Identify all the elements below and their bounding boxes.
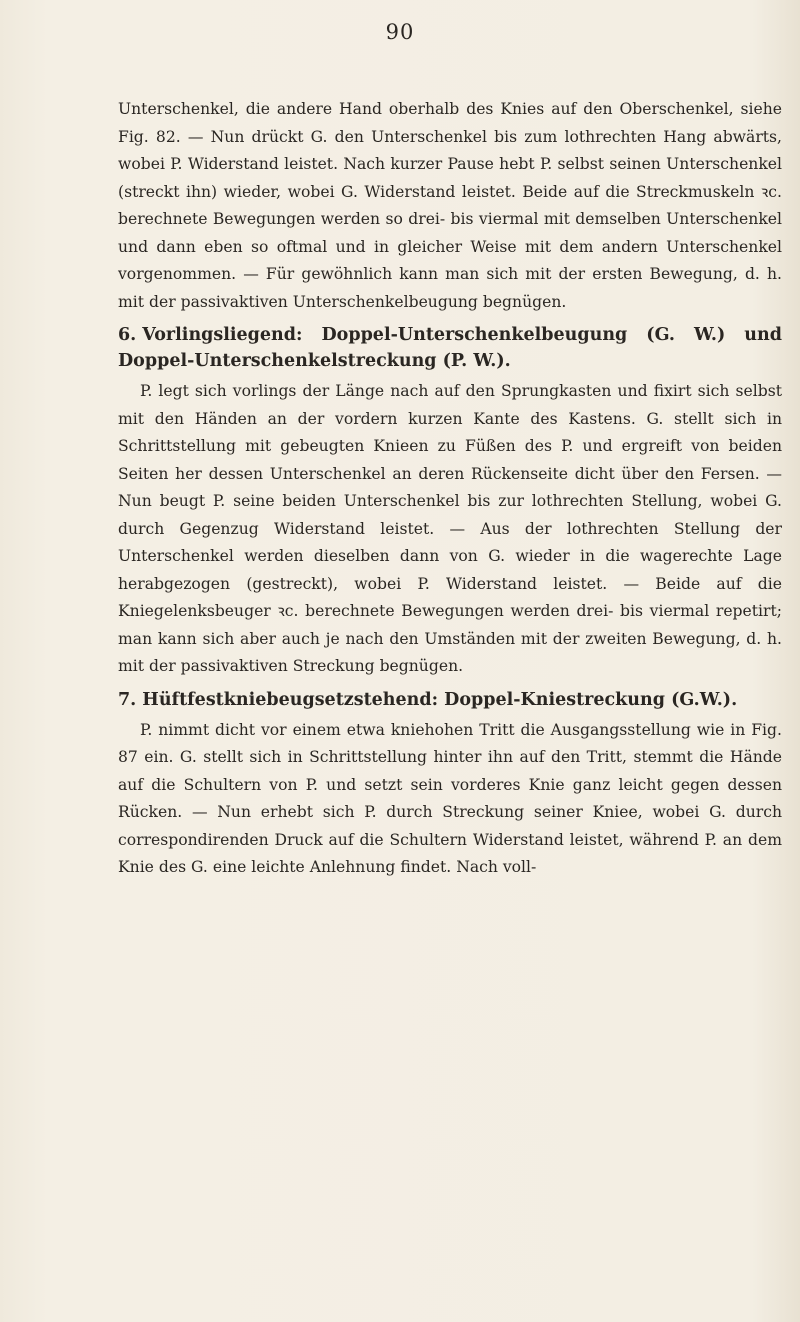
section-7-title: Hüftfestkniebeugsetzstehend: Doppel-Kniestreckung (G.W.).	[142, 689, 738, 710]
section-6-number: 6.	[118, 325, 137, 345]
page-number: 90	[385, 20, 415, 44]
section-7-heading	[118, 687, 782, 713]
section-6-heading	[118, 322, 782, 374]
page-body	[118, 96, 782, 882]
section-7-number: 7.	[118, 689, 137, 710]
section-6-title: Vorlingsliegend: Doppel-Unterschenkelbeugung (G. W.) und Doppel-Unterschenkelstreckung (P. W.).	[118, 325, 782, 371]
section-7-paragraph: P. nimmt dicht vor einem etwa kniehohen Tritt die Ausgangsstellung wie in Fig. 87 ein. G. stellt sich in Schrittstellung hinter ihn auf den Tritt, stemmt die Hände auf die Schultern von P. und setzt sein vorderes Knie ganz leicht gegen dessen Rücken. — Nun erhebt sich P. durch Streckung seiner Kniee, wobei G. durch correspondirenden Druck auf die Schultern Widerstand leistet, während P. an dem Knie des G. eine leichte Anlehnung findet. Nach voll-	[118, 720, 782, 876]
intro-paragraph: Unterschenkel, die andere Hand oberhalb des Knies auf den Oberschenkel, siehe Fig. 82. — Nun drückt G. den Unterschenkel bis zum lothrechten Hang abwärts, wobei P. Widerstand leistet. Nach kurzer Pause hebt P. selbst seinen Unterschenkel (streckt ihn) wieder, wobei G. Widerstand leistet. Beide auf die Streckmuskeln ꝛc. berechnete Bewegungen werden so drei- bis viermal mit demselben Unterschenkel und dann eben so oftmal und in gleicher Weise mit dem andern Unterschenkel vorgenommen. — Für gewöhnlich kann man sich mit der ersten Bewegung, d. h. mit der passivaktiven Unterschenkelbeugung begnügen.	[118, 100, 782, 311]
section-6-paragraph: P. legt sich vorlings der Länge nach auf den Sprungkasten und fixirt sich selbst mit den Händen an der vordern kurzen Kante des Kastens. G. stellt sich in Schrittstellung mit gebeugten Knieen zu Füßen des P. und ergreift von beiden Seiten her dessen Unterschenkel an deren Rückenseite dicht über den Fersen. — Nun beugt P. seine beiden Unterschenkel bis zur lothrechten Stellung, wobei G. durch Gegenzug Widerstand leistet. — Aus der lothrechten Stellung der Unterschenkel werden dieselben dann von G. wieder in die wagerechte Lage herabgezogen (gestreckt), wobei P. Widerstand leistet. — Beide auf die Kniegelenksbeuger ꝛc. berechnete Bewegungen werden drei- bis viermal repetirt; man kann sich aber auch je nach den Umständen mit der zweiten Bewegung, d. h. mit der passivaktiven Streckung begnügen.	[118, 382, 782, 675]
